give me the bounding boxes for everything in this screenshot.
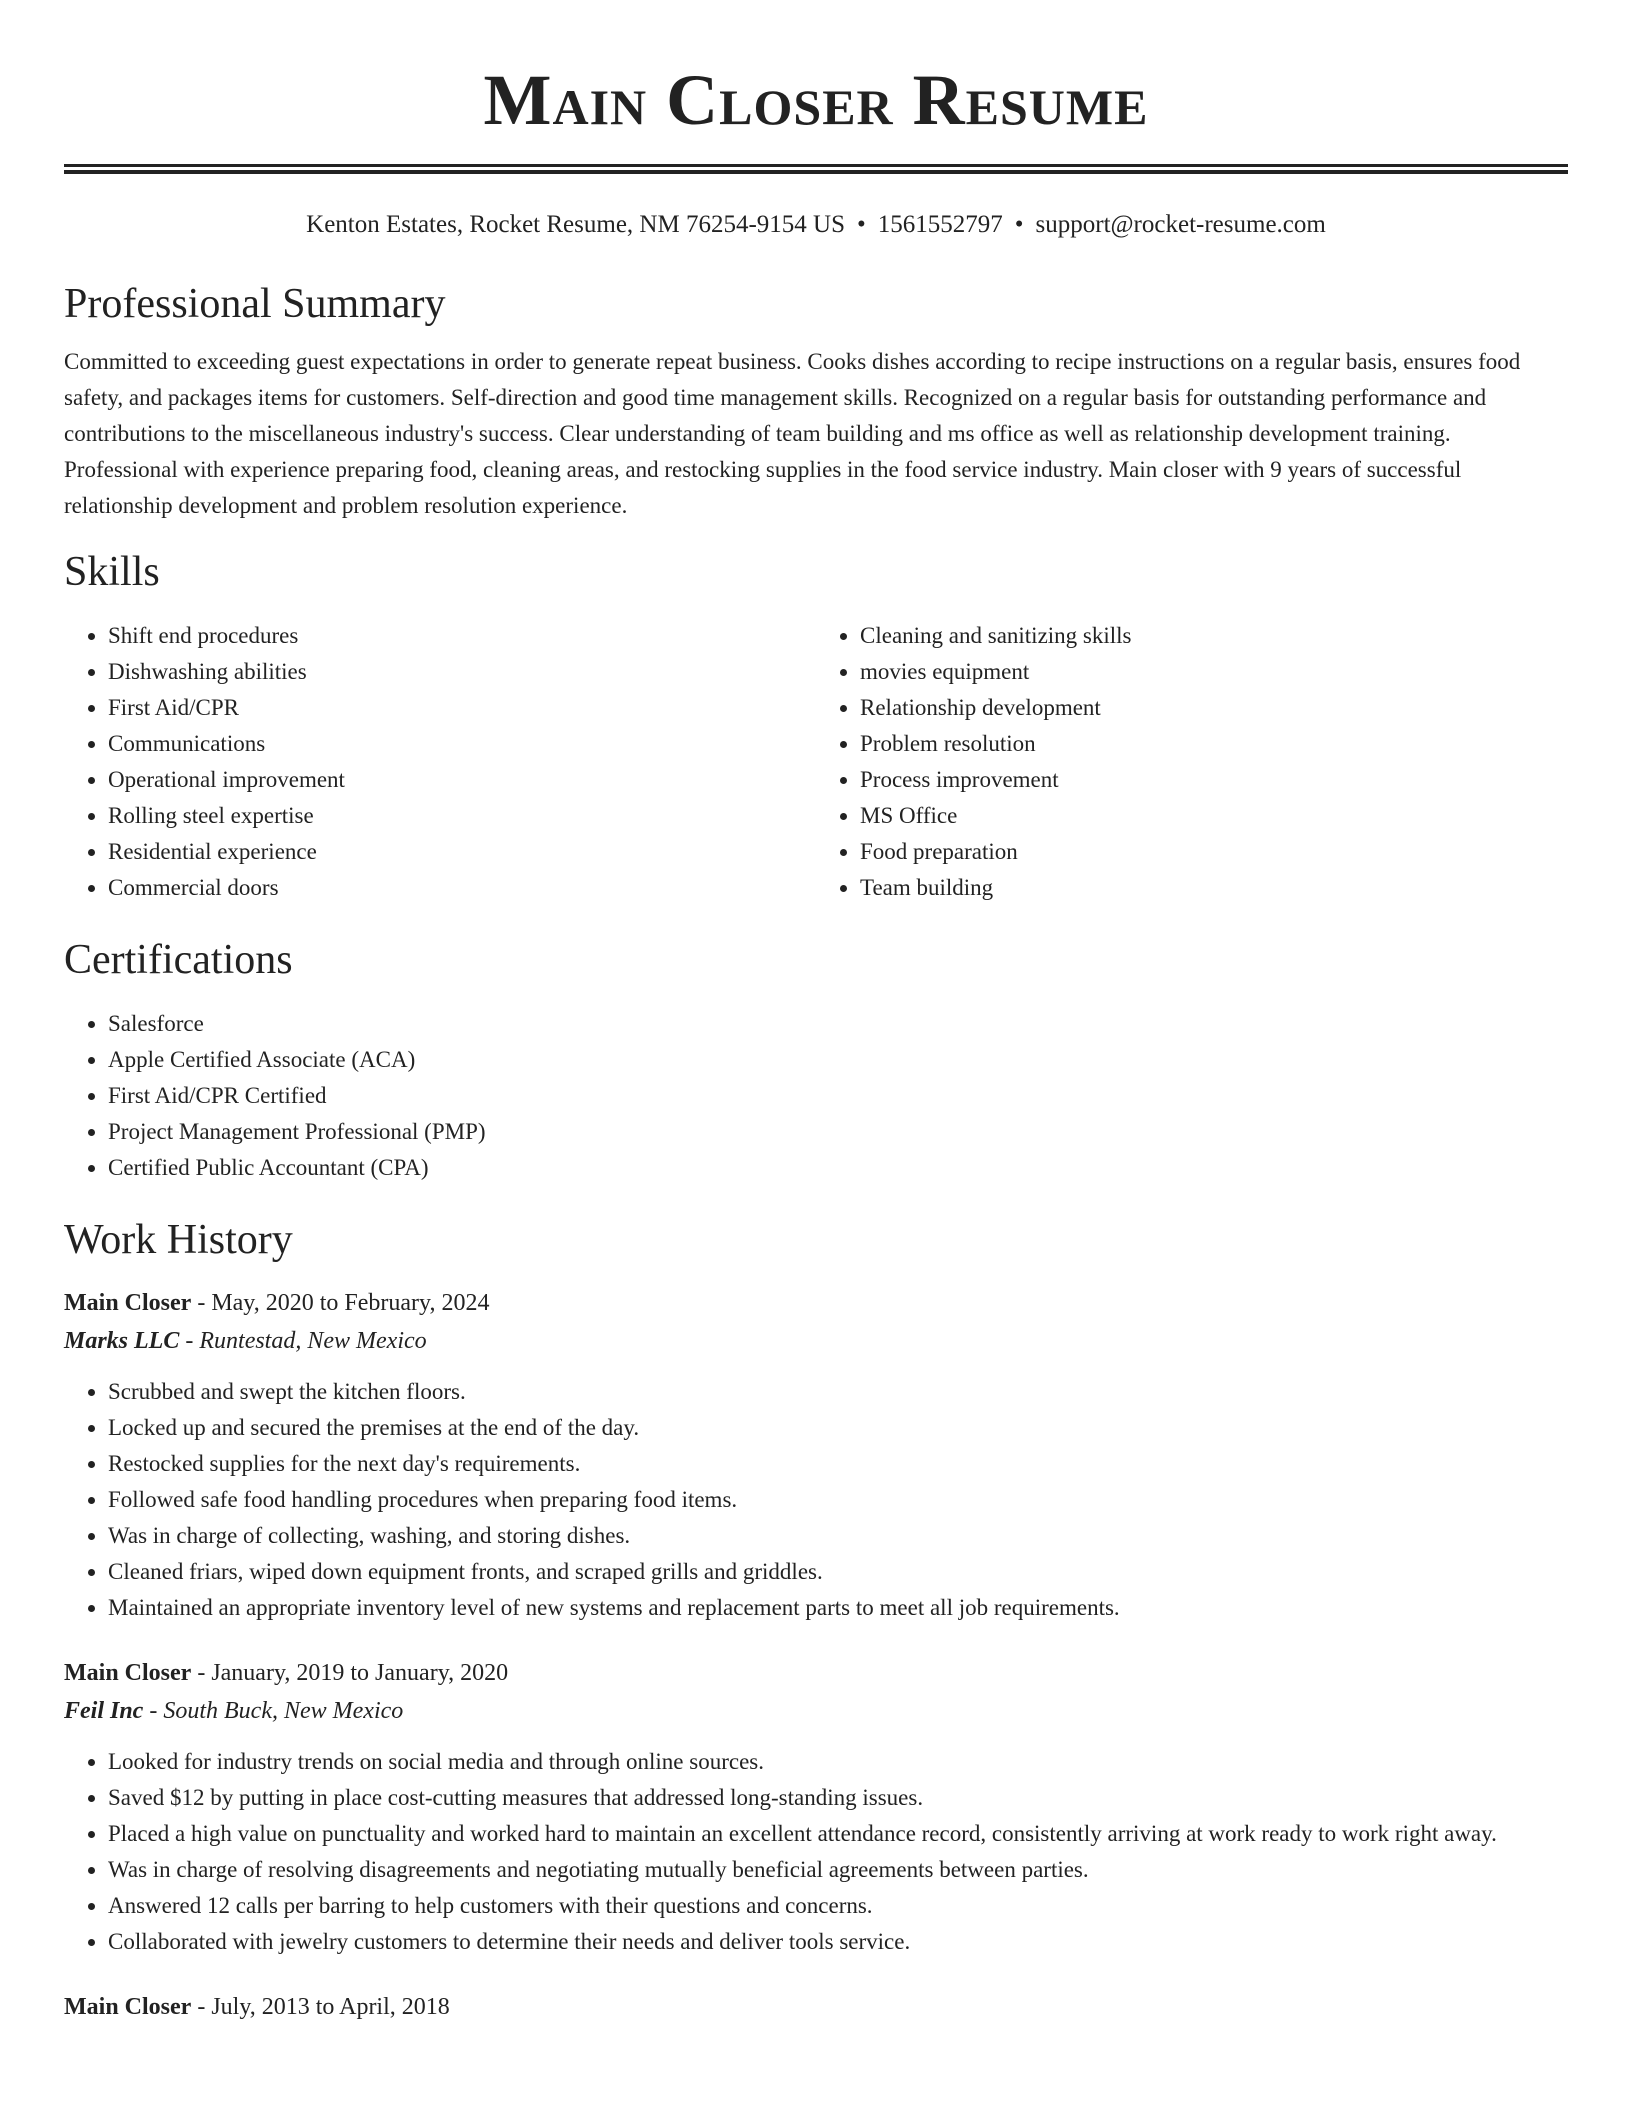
- summary-text: Committed to exceeding guest expectations in order to generate repeat business. Cooks dishes according to recipe instructions on a regular basis, ensures food safety, and packages items for customers. Self-direction and good time management skills. Recognized on a regular basis for outstanding performance and contributions to the miscellaneous industry's success. Clear understanding of team building and ms office as well as relationship development training. Professional with experience preparing food, cleaning areas, and restocking supplies in the food service industry. Main closer with 9 years of successful relationship development and problem resolution experience.: [64, 349, 1521, 518]
- job-dates: May, 2020 to February, 2024: [211, 1290, 490, 1316]
- section-heading-certifications: Certifications: [64, 937, 293, 983]
- job-header: [64, 1988, 1568, 2026]
- skill-item: • Dishwashing abilities: [108, 654, 816, 690]
- certifications-section: [64, 934, 1568, 1186]
- skill-item: • movies equipment: [860, 654, 1568, 690]
- section-heading-skills: Skills: [64, 549, 160, 595]
- skill-item: • Cleaning and sanitizing skills: [860, 618, 1568, 654]
- job-dash: -: [191, 1290, 212, 1316]
- skill-item: • Problem resolution: [860, 726, 1568, 762]
- contact-email: support@rocket-resume.com: [1035, 211, 1326, 238]
- job-dash: -: [191, 1660, 212, 1686]
- job-entry: [64, 1284, 1568, 1626]
- job-dates: January, 2019 to January, 2020: [211, 1660, 509, 1686]
- job-entry: [64, 1988, 1568, 2026]
- certification-item: • Apple Certified Associate (ACA): [108, 1042, 1568, 1078]
- job-location: South Buck, New Mexico: [163, 1698, 404, 1724]
- contact-phone: 1561552797: [877, 211, 1003, 238]
- job-bullet: • Saved $12 by putting in place cost-cutting measures that addressed long-standing issues.: [108, 1780, 1568, 1816]
- certification-item: • First Aid/CPR Certified: [108, 1078, 1568, 1114]
- job-title: Main Closer: [64, 1290, 192, 1316]
- job-bullet: • Followed safe food handling procedures when preparing food items.: [108, 1482, 1568, 1518]
- skill-item: • Operational improvement: [108, 762, 816, 798]
- skills-columns: [64, 618, 1568, 906]
- certifications-list: [64, 1006, 1568, 1186]
- job-entry: [64, 1654, 1568, 1960]
- job-bullet: • Looked for industry trends on social media and through online sources.: [108, 1744, 1568, 1780]
- job-bullet: • Maintained an appropriate inventory level of new systems and replacement parts to meet all job requirements.: [108, 1590, 1568, 1626]
- job-bullet: • Placed a high value on punctuality and worked hard to maintain an excellent attendance record, consistently arriving at work ready to work right away.: [108, 1816, 1568, 1852]
- skills-section: [64, 546, 1568, 906]
- job-dash: -: [191, 1994, 212, 2020]
- job-bullet: • Was in charge of collecting, washing, and storing dishes.: [108, 1518, 1568, 1554]
- skills-list-left: [64, 618, 816, 906]
- job-bullets: [64, 1744, 1568, 1960]
- job-bullet: • Cleaned friars, wiped down equipment fronts, and scraped grills and griddles.: [108, 1554, 1568, 1590]
- certification-item: • Certified Public Accountant (CPA): [108, 1150, 1568, 1186]
- skill-item: • MS Office: [860, 798, 1568, 834]
- job-bullet: • Restocked supplies for the next day's requirements.: [108, 1446, 1568, 1482]
- job-bullet: • Answered 12 calls per barring to help customers with their questions and concerns.: [108, 1888, 1568, 1924]
- contact-address: Kenton Estates, Rocket Resume, NM 76254-9154 US: [306, 211, 845, 238]
- skill-item: • Residential experience: [108, 834, 816, 870]
- job-title: Main Closer: [64, 1660, 192, 1686]
- resume-title: Main Closer Resume: [483, 60, 1149, 140]
- job-bullet: • Locked up and secured the premises at the end of the day.: [108, 1410, 1568, 1446]
- job-dash: -: [143, 1698, 164, 1724]
- job-bullets: [64, 1374, 1568, 1626]
- job-header: [64, 1284, 1568, 1322]
- job-company-line: [64, 1692, 1568, 1730]
- title-double-rule: [64, 164, 1568, 174]
- certification-item: • Salesforce: [108, 1006, 1568, 1042]
- contact-separator: •: [857, 211, 866, 238]
- professional-summary-section: [64, 278, 1568, 524]
- certification-item: • Project Management Professional (PMP): [108, 1114, 1568, 1150]
- section-heading-summary: Professional Summary: [64, 281, 446, 327]
- job-company: Feil Inc: [64, 1698, 144, 1724]
- job-bullet: • Was in charge of resolving disagreements and negotiating mutually beneficial agreements between parties.: [108, 1852, 1568, 1888]
- skill-item: • Shift end procedures: [108, 618, 816, 654]
- skill-item: • Relationship development: [860, 690, 1568, 726]
- job-company-line: [64, 1322, 1568, 1360]
- contact-line: [64, 208, 1568, 242]
- section-heading-work-history: Work History: [64, 1217, 293, 1263]
- job-header: [64, 1654, 1568, 1692]
- job-location: Runtestad, New Mexico: [199, 1328, 427, 1354]
- work-history-section: [64, 1214, 1568, 2026]
- skill-item: • Food preparation: [860, 834, 1568, 870]
- skill-item: • Commercial doors: [108, 870, 816, 906]
- skill-item: • Team building: [860, 870, 1568, 906]
- skill-item: • First Aid/CPR: [108, 690, 816, 726]
- job-company: Marks LLC: [64, 1328, 180, 1354]
- skill-item: • Communications: [108, 726, 816, 762]
- contact-separator: •: [1014, 211, 1024, 238]
- skill-item: • Process improvement: [860, 762, 1568, 798]
- job-dash: -: [179, 1328, 200, 1354]
- job-title: Main Closer: [64, 1994, 192, 2020]
- skill-item: • Rolling steel expertise: [108, 798, 816, 834]
- job-dates: July, 2013 to April, 2018: [211, 1994, 450, 2020]
- skills-list-right: [816, 618, 1568, 906]
- job-bullet: • Collaborated with jewelry customers to determine their needs and deliver tools service.: [108, 1924, 1568, 1960]
- job-bullet: • Scrubbed and swept the kitchen floors.: [108, 1374, 1568, 1410]
